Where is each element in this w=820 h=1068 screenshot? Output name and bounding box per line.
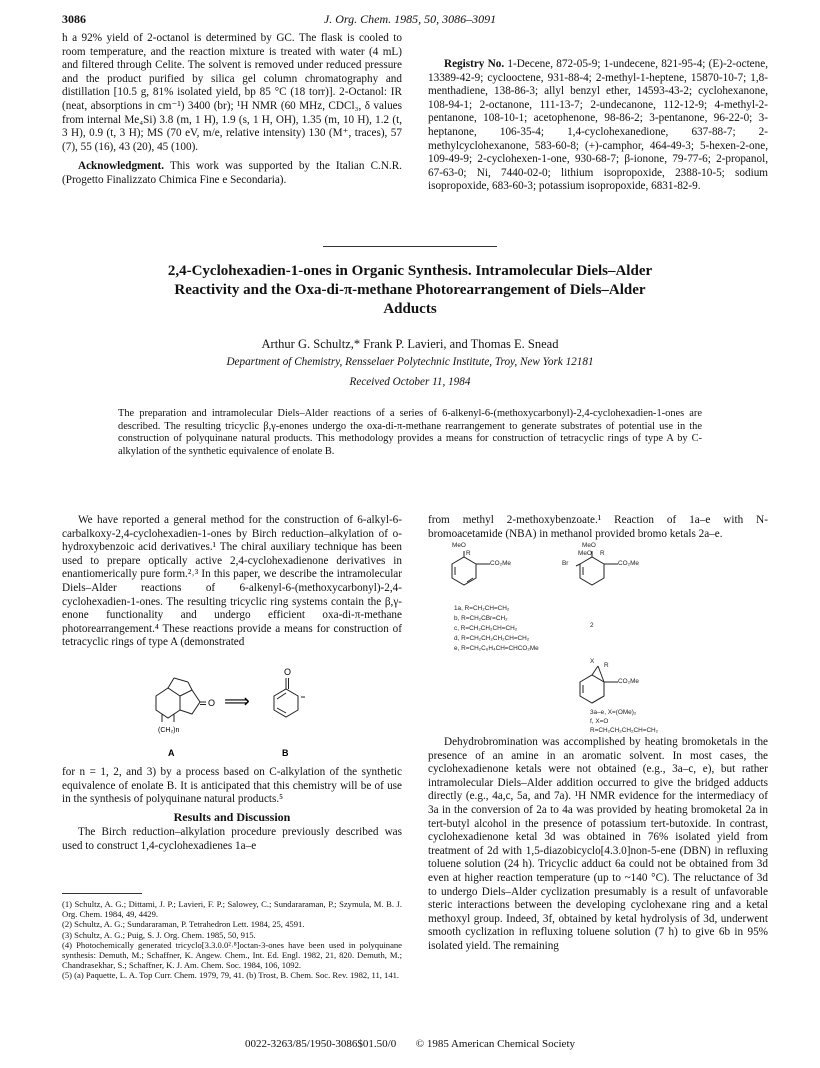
footnote-3: (3) Schultz, A. G.; Puig, S. J. Org. Chem. 1985, 50, 915. xyxy=(62,929,256,940)
footnote-5: (5) (a) Paquette, L. A. Top Curr. Chem. 1979, 79, 41. (b) Trost, B. Chem. Soc. Rev. 1982, 11, 141. xyxy=(62,970,400,981)
structure-1 xyxy=(452,551,490,585)
s2-compound-number: 2 xyxy=(590,622,594,629)
s3-co2me-label: CO₂Me xyxy=(618,678,639,685)
affiliation: Department of Chemistry, Rensselaer Polytechnic Institute, Troy, New York 12181 xyxy=(226,356,594,368)
acknowledgment-paragraph xyxy=(62,160,402,187)
footer-copyright: © 1985 American Chemical Society xyxy=(415,1038,575,1050)
structure-3 xyxy=(580,666,618,703)
article-title-line-3: Adducts xyxy=(383,301,437,317)
section-heading: Results and Discussion xyxy=(173,809,291,824)
footnote-4: (4) Photochemically generated tricyclo[3.3.0.0²˒⁸]octan-3-ones have been used in polyquinane synthesis: Demuth, M.; Schaffner, K. Angew. Chem., Int. Ed. Engl. 1982, 21, 820. Demuth, M.; Chandrasekhar, S.; Schaffner, K. J. Am. Chem. Soc. 1984, 106, 1092. xyxy=(62,939,402,971)
s2-meo-top-label: MeO xyxy=(582,542,596,549)
acknowledgment-text: This work was supported by the Italian C.N.R. (Progetto Finalizzato Chimica Fine e Secondaria). xyxy=(62,160,402,186)
footnote-1: (1) Schultz, A. G.; Dittami, J. P.; Lavieri, F. P.; Salowey, C.; Sundararaman, P.; Szymula, M. B. J. Org. Chem. 1984, 49, 4429. xyxy=(62,899,402,920)
footnotes xyxy=(62,899,402,981)
s1-list-item: e, R=CH₂C₆H₄CH=CHCO₂Me xyxy=(454,645,539,652)
structure-b-oxygen: O xyxy=(284,667,292,677)
abstract: The preparation and intramolecular Diels–Alder reactions of a series of 6-alkenyl-6-(methoxycarbonyl)-2,4-cyclohexadien-1-ones are described. The resulting tricyclic β,γ-enones undergo the oxa-di-π-methane rearrangement to generate substrates of potential use in the construction of polyquinane natural products. This methodology provides a means for construction of tetracyclic rings of type A by C-alkylation of the synthetic equivalence of enolate B. xyxy=(118,408,702,457)
article-title xyxy=(60,262,760,319)
journal-header: J. Org. Chem. 1985, 50, 3086–3091 xyxy=(323,12,497,26)
label-b: B xyxy=(282,748,289,758)
right-paragraph-2: Dehydrobromination was accomplished by heating bromoketals in the presence of an amine in an aromatic solvent. In most cases, the cyclohexadienone ketals were not obtained (e.g., 3a–c, e), but rather intramolecular Diels–Alder addition occurred to give the bridged adducts directly (e.g., 4a,c, 5a, and 7a). ¹H NMR evidence for the intermediacy of 3a in the conversion of 2a to 4a was provided by heating bromoketal 2a in tert-butyl alcohol in the presence of potassium tert-butoxide. In contrast, cyclohexadienone ketal 3d was obtained in 76% isolated yield from treatment of 2d with 1,5-diazobicyclo[4.3.0]non-5-ene (DBN) in refluxing toluene solution (24 h). Tricyclic adduct 6a could not be obtained from 3d even at higher reaction temperature (up to ~140 °C). The reluctance of 3d to undergo Diels–Alder cyclization presumably is a result of unfavorable steric interactions between the developing cyclohexane ring and a ketal methoxyl group. Indeed, 3f, obtained by ketal hydrolysis of 3d, underwent smooth cyclization in refluxing toluene solution (7 h) to give 6b in 95% isolated yield. The remaining xyxy=(428,736,768,952)
registry-text: 1-Decene, 872-05-9; 1-undecene, 821-95-4; (E)-2-octene, 13389-42-9; cyclooctene, 931-88-4; 2-methyl-1-heptene, 15870-10-7; 1,8-menthadiene, 138-86-3; allyl benzyl ether, 14593-43-2; cyclohexanone, 108-94-1; 2-octanone, 111-13-7; 2-undecanone, 112-12-9; 4-methyl-2-pentanone, 108-10-1; acetophenone, 98-86-2; 3-pentanone, 96-22-0; 3-heptanone, 106-35-4; 1,4-cyclohexanedione, 637-88-7; 2-methylcyclohexanone, 583-60-8; (+)-camphor, 464-49-3; 5-hexen-2-one, 109-49-9; 2-cyclohexen-1-one, 930-68-7; β-ionone, 79-77-6; 2-propanol, 67-63-0; Ni, 7440-02-0; lithium isopropoxide, 2388-10-5; sodium isopropoxide, 683-60-3; potassium isopropoxide, 6831-82-9. xyxy=(428,58,768,193)
structure-a-ring-label: (CH₂)n xyxy=(158,727,180,734)
body-left-bottom xyxy=(62,766,402,854)
s1-list-item: c, R=CH₂CH₂CH=CH₂ xyxy=(454,625,518,632)
s2-r-label: R xyxy=(600,550,605,557)
s3-list-item: R=CH₂CH₂CH₂CH=CH₂ xyxy=(590,727,659,734)
structure-a xyxy=(156,678,206,722)
acknowledgment-heading: Acknowledgment. xyxy=(78,160,165,173)
s3-list-item: f, X=O xyxy=(590,718,609,725)
s1-co2me-label: CO₂Me xyxy=(490,560,511,567)
page-number: 3086 xyxy=(62,12,86,26)
footnote-rule xyxy=(62,893,142,894)
footnote-2: (2) Schultz, A. G.; Sundararaman, P. Tetrahedron Lett. 1984, 25, 4591. xyxy=(62,919,305,930)
s1-list-item: 1a, R=CH₂CH=CH₂ xyxy=(454,605,510,612)
authors: Arthur G. Schultz,* Frank P. Lavieri, and Thomas E. Snead xyxy=(261,337,559,351)
prev-experimental-text: h a 92% yield of 2-octanol is determined by GC. The flask is cooled to room temperature, and the reaction mixture is treated with water (4 mL) and filtered through Celite. The solvent is removed under reduced pressure and the product purified by silica gel column chromatography and distillation [10.5 g, 81% isolated yield, bp 85 °C (18 torr)]. 2-Octanol: IR (neat, absorptions in cm⁻¹) 3400 (br); ¹H NMR (60 MHz, CDCl₃, δ values from internal Me₄Si) 3.8 (m, 1 H), 1.9 (s, 1 H, OH), 1.35 (m, 10 H), 1.2 (t, 3 H), 0.9 (t, 3 H); MS (70 eV, m/e, relative intensity) 130 (M⁺, traces), 57 (7), 55 (16), 43 (20), 45 (100). xyxy=(62,32,402,153)
body-right-bottom xyxy=(428,736,768,954)
label-a: A xyxy=(168,748,175,758)
scheme-a-b xyxy=(140,664,340,760)
s1-r-label: R xyxy=(466,550,471,557)
s1-meo-label: MeO xyxy=(452,542,466,549)
received-date: Received October 11, 1984 xyxy=(349,376,471,388)
prev-article-left-column xyxy=(62,32,402,188)
s3-list-item: 3a–e, X=(OMe)₂ xyxy=(590,709,637,716)
article-title-line-1: 2,4-Cyclohexadien-1-ones in Organic Synthesis. Intramolecular Diels–Alder xyxy=(167,263,653,279)
registry-paragraph xyxy=(428,58,768,194)
results-paragraph: The Birch reduction–alkylation procedure previously described was used to construct 1,4-cyclohexadienes 1a–e xyxy=(62,826,402,852)
s3-x-label: X xyxy=(590,658,595,665)
page-footer xyxy=(0,1038,820,1050)
right-paragraph-1: from methyl 2-methoxybenzoate.¹ Reaction of 1a–e with N-bromoacetamide (NBA) in methanol provided bromo ketals 2a–e. xyxy=(428,514,768,540)
s1-substituent-list xyxy=(454,604,539,654)
s1-list-item: d, R=CH₂CH₂CH₂CH=CH₂ xyxy=(454,635,530,642)
structure-a-oxygen: O xyxy=(208,698,216,708)
s3-substituent-list xyxy=(590,708,658,735)
s2-br-label: Br xyxy=(562,560,569,567)
body-left-top xyxy=(62,514,402,650)
prev-article-right-column xyxy=(428,58,768,194)
article-title-line-2: Reactivity and the Oxa-di-π-methane Photorearrangement of Diels–Alder xyxy=(174,282,646,298)
article-divider xyxy=(323,246,497,247)
s1-list-item: b, R=CH₂CBr=CH₂ xyxy=(454,615,508,622)
scheme-arrow: ⟹ xyxy=(224,691,250,712)
intro-paragraph: We have reported a general method for the construction of 6-alkyl-6-carbalkoxy-2,4-cyclohexadien-1-ones by Birch reduction–alkylation of o-hydroxybenzoic acid derivatives.¹ The chiral auxiliary technique has been used to prepare optically active 2,4-cyclohexadienone derivatives in enantiomerically pure form.²˒³ In this paper, we describe the intramolecular Diels–Alder reactions of 6-alkenyl-6-(methoxycarbonyl)-2,4-cyclohexadien-1-ones. The resulting tricyclic ring systems contain the β,γ-enone functionality and undergo efficient oxa-di-π-methane photorearrangement.⁴ These reactions provide a means for construction of tetracyclic rings of type A (demonstrated xyxy=(62,514,402,649)
footer-code: 0022-3263/85/1950-3086$01.50/0 xyxy=(244,1038,397,1050)
s2-co2me-label: CO₂Me xyxy=(618,560,639,567)
registry-heading: Registry No. xyxy=(444,58,505,70)
body-right-top xyxy=(428,514,768,541)
structure-b xyxy=(274,678,305,717)
s3-r-label: R xyxy=(604,662,609,669)
chemical-scheme xyxy=(440,542,770,732)
intro-paragraph-continued: for n = 1, 2, and 3) by a process based on C-alkylation of the synthetic equivalence of enolate B. It is anticipated that this chemistry will be of use in the synthesis of polyquinane natural products.⁵ xyxy=(62,766,402,806)
s2-meo-label: MeO xyxy=(578,550,592,557)
